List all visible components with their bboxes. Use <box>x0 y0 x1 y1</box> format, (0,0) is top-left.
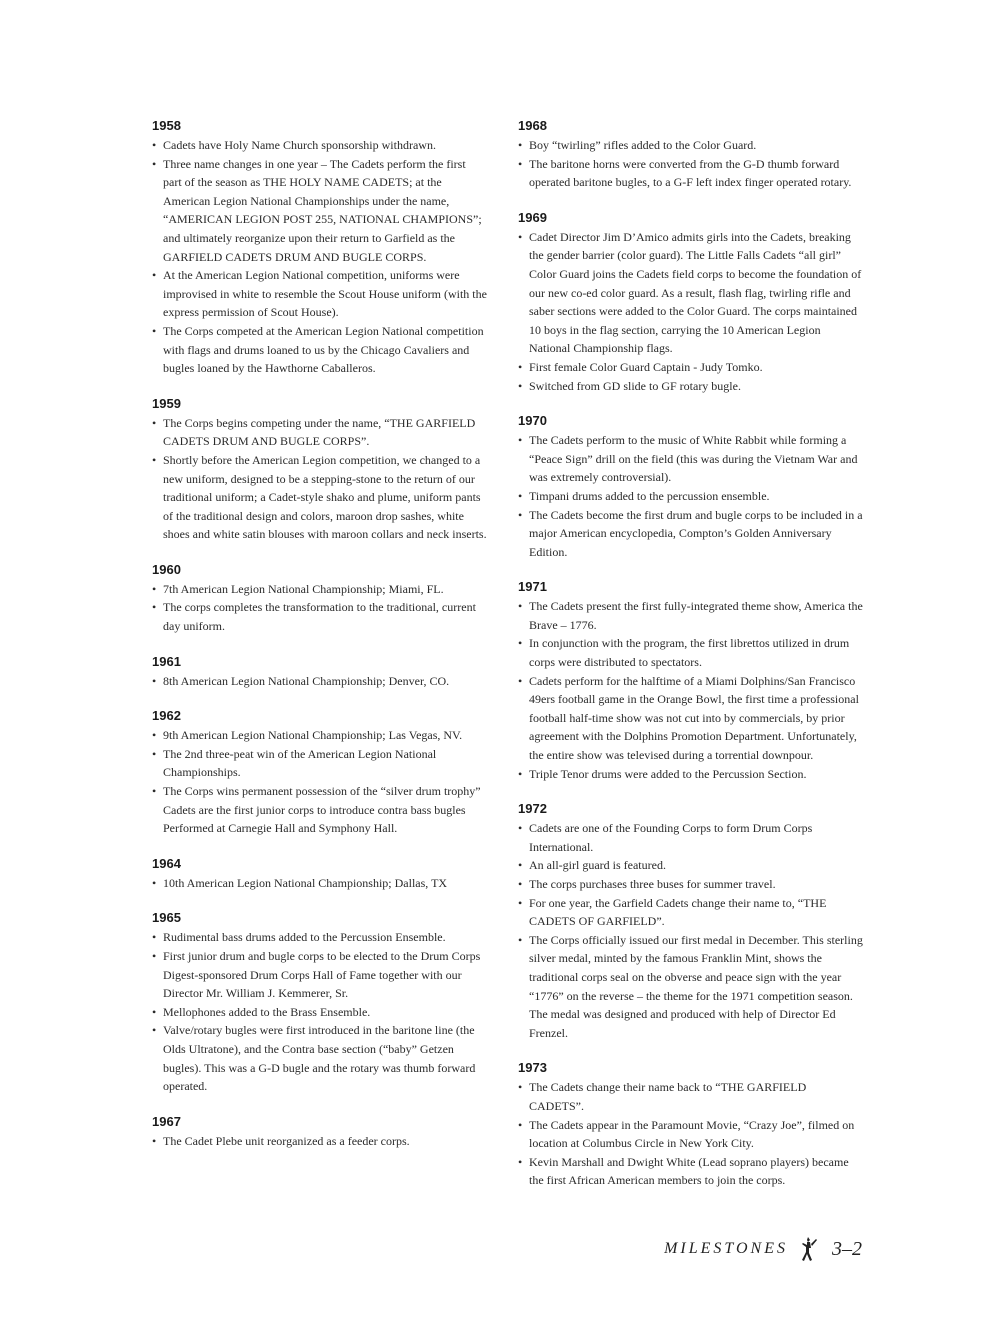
milestone-text: The Cadets present the first fully-integrated theme show, America the Brave – 1776. <box>529 599 863 632</box>
bullet: • <box>152 875 157 890</box>
milestone-item <box>518 672 863 765</box>
bullet: • <box>518 636 523 651</box>
bullet: • <box>518 673 523 688</box>
milestone-item <box>152 874 487 893</box>
year-heading: 1972 <box>518 801 547 817</box>
milestone-text: Boy “twirling” rifles added to the Color Guard. <box>529 138 757 152</box>
year-section <box>152 395 487 544</box>
milestone-text: 8th American Legion National Championship; Denver, CO. <box>163 673 450 688</box>
milestone-text: Cadet Director Jim D’Amico admits girls into the Cadets, breaking the gender barrier (color guard). The Little Falls Cadets “all girl” Color Guard joins the Cadets field corps to become the foundation of our new co-ed color guard. As a result, flash flag, twirling rifle and saber sections were added to the Color Guard. The corps maintained 10 boys in the flag section, carrying the 10 American Legion National Championship flags. <box>529 229 862 356</box>
milestone-item <box>518 894 863 931</box>
milestone-item <box>518 931 863 1043</box>
right-column <box>518 117 863 1207</box>
page-footer <box>664 1236 862 1262</box>
bullet: • <box>152 746 157 761</box>
milestone-text: 7th American Legion National Championship; Miami, FL. <box>163 581 444 596</box>
bullet: • <box>152 1133 157 1148</box>
bullet: • <box>518 766 523 781</box>
year-heading: 1969 <box>518 209 547 225</box>
milestone-text: The Cadet Plebe unit reorganized as a feeder corps. <box>163 1133 410 1148</box>
bullet: • <box>518 877 523 891</box>
milestone-item <box>518 597 863 634</box>
bullet: • <box>518 507 523 522</box>
bullet: • <box>518 895 523 910</box>
milestone-item <box>152 928 487 947</box>
milestone-item <box>152 726 487 745</box>
milestone-text: The Cadets perform to the music of White Rabbit while forming a “Peace Sign” drill on the field (this was during the Vietnam War and was extremely controversial). <box>529 433 858 485</box>
milestone-text: 9th American Legion National Championship; Las Vegas, NV. <box>163 728 463 743</box>
footer-section-label: MILESTONES <box>664 1240 788 1257</box>
bullet: • <box>152 930 157 945</box>
milestone-item <box>518 377 863 396</box>
milestone-text: The 2nd three-peat win of the American Legion National Championships. <box>163 746 437 780</box>
drum-major-icon <box>798 1236 818 1262</box>
year-section <box>518 578 863 783</box>
year-section <box>152 117 487 378</box>
year-heading: 1970 <box>518 413 547 429</box>
milestone-text: The Cadets become the first drum and bugle corps to be included in a major American encyclopedia, Compton’s Golden Anniversary Edition. <box>529 507 863 559</box>
milestone-item <box>152 266 487 322</box>
milestone-item <box>152 598 487 635</box>
milestone-text: Rudimental bass drums added to the Percussion Ensemble. <box>163 930 446 945</box>
year-heading: 1965 <box>152 910 181 926</box>
year-heading: 1958 <box>152 118 181 133</box>
year-section <box>152 909 487 1095</box>
milestone-text: An all-girl guard is featured. <box>529 858 666 873</box>
milestone-item <box>518 155 863 192</box>
milestone-text: The corps completes the transformation to the traditional, current day uniform. <box>163 600 476 634</box>
bullet: • <box>518 932 523 947</box>
bullet: • <box>518 858 523 873</box>
milestone-text: 10th American Legion National Championship; Dallas, TX <box>163 875 448 890</box>
milestone-text: At the American Legion National competition, uniforms were improvised in white to resemble the Scout House uniform (with the express permission of Scout House). <box>163 268 487 320</box>
milestone-item <box>152 580 487 599</box>
bullet: • <box>152 1023 157 1038</box>
year-heading: 1960 <box>152 561 181 577</box>
milestone-text: Valve/rotary bugles were first introduced in the baritone line (the Olds Ultratone), and the Contra base section (“baby” Getzen bugles). This was a G-D bugle and the rotary was thumb forward operated. <box>163 1023 476 1094</box>
year-heading: 1973 <box>518 1060 547 1076</box>
year-section <box>518 209 863 395</box>
milestone-item <box>518 765 863 784</box>
milestone-text: Three name changes in one year – The Cadets perform the first part of the season as THE HOLY NAME CADETS; at the American Legion National Championships under the name, “AMERICAN LEGION POST 255, NATIONAL CHAMPIONS”; and ultimately reorganize upon their return to Garfield as the GARFIELD CADETS DRUM AND BUGLE CORPS. <box>163 156 482 264</box>
bullet: • <box>152 415 157 430</box>
year-heading: 1968 <box>518 118 547 133</box>
bullet: • <box>152 138 157 152</box>
milestone-item <box>152 1003 487 1022</box>
year-section <box>152 707 487 838</box>
year-heading: 1967 <box>152 1113 181 1129</box>
year-heading: 1959 <box>152 395 181 411</box>
year-section <box>518 1059 863 1190</box>
milestone-text: The Corps begins competing under the name, “THE GARFIELD CADETS DRUM AND BUGLE CORPS”. <box>163 415 476 449</box>
year-section <box>518 117 863 192</box>
milestone-text: Triple Tenor drums were added to the Percussion Section. <box>529 766 807 781</box>
milestone-item <box>518 819 863 856</box>
year-heading: 1962 <box>152 708 181 724</box>
page-number: 3–2 <box>832 1237 862 1260</box>
milestone-text: The Cadets change their name back to “THE GARFIELD CADETS”. <box>529 1080 807 1113</box>
milestone-item <box>518 487 863 506</box>
bullet: • <box>518 488 523 503</box>
milestone-item <box>152 322 487 378</box>
bullet: • <box>152 600 157 615</box>
year-section <box>152 855 487 893</box>
milestone-item <box>518 358 863 377</box>
bullet: • <box>152 1004 157 1019</box>
milestone-text: The Corps officially issued our first medal in December. This sterling silver medal, minted by the famous Franklin Mint, shows the traditional corps seal on the obverse and peace sign with the year “1776” on the reverse – the theme for the 1971 competition season. The medal was designed and produced with help of Director Ed Frenzel. <box>529 932 863 1040</box>
year-heading: 1971 <box>518 579 547 595</box>
milestone-text: The Cadets appear in the Paramount Movie, “Crazy Joe”, filmed on location at Columbus Circle in New York City. <box>529 1117 855 1151</box>
milestone-text: Cadets perform for the halftime of a Miami Dolphins/San Francisco 49ers football game in the Orange Bowl, the first time a professional football half-time show was not cut into by commercials, by prior agreement with the Dolphins Promotion Department. Unfortunately, the entire show was televised during a torrential downpour. <box>529 673 859 763</box>
milestone-text: The baritone horns were converted from the G-D thumb forward operated baritone bugles, to a G-F left index finger operated rotary. <box>529 156 852 190</box>
milestone-text: For one year, the Garfield Cadets change their name to, “THE CADETS OF GARFIELD”. <box>529 895 827 929</box>
milestone-item <box>518 136 863 155</box>
milestone-text: Switched from GD slide to GF rotary bugle. <box>529 378 741 393</box>
milestone-text: The Corps wins permanent possession of the “silver drum trophy” Cadets are the first junior corps to introduce contra bass bugles Performed at Carnegie Hall and Symphony Hall. <box>163 784 481 836</box>
bullet: • <box>518 359 523 374</box>
bullet: • <box>518 378 523 393</box>
milestone-item <box>152 947 487 1003</box>
milestone-text: Shortly before the American Legion competition, we changed to a new uniform, designed to be a stepping-stone to the return of our traditional uniform; a Cadet-style shako and plume, uniform pants of the traditional design and colors, maroon drop sashes, white shoes and white satin blouses with maroon collars and neck inserts. <box>163 452 487 542</box>
bullet: • <box>152 323 157 338</box>
left-column <box>152 117 487 1167</box>
bullet: • <box>152 581 157 596</box>
milestone-text: Kevin Marshall and Dwight White (Lead soprano players) became the first African American members to join the corps. <box>529 1154 849 1188</box>
milestone-text: Timpani drums added to the percussion ensemble. <box>529 488 770 503</box>
milestone-item <box>152 1132 487 1151</box>
year-section <box>518 800 863 1042</box>
bullet: • <box>518 156 523 171</box>
milestone-text: First female Color Guard Captain - Judy Tomko. <box>529 359 763 374</box>
milestone-text: In conjunction with the program, the first librettos utilized in drum corps were distributed to spectators. <box>529 636 850 670</box>
milestone-item <box>518 506 863 562</box>
bullet: • <box>152 673 157 688</box>
year-section <box>518 412 863 561</box>
bullet: • <box>152 949 157 963</box>
year-section <box>152 1113 487 1151</box>
milestone-item <box>152 672 487 691</box>
bullet: • <box>518 1117 523 1132</box>
milestone-item <box>152 451 487 544</box>
bullet: • <box>518 138 523 152</box>
bullet: • <box>518 433 523 448</box>
year-section <box>152 653 487 691</box>
year-heading: 1964 <box>152 855 181 871</box>
bullet: • <box>518 1080 523 1095</box>
milestone-item <box>152 745 487 782</box>
milestone-item <box>518 431 863 487</box>
milestone-text: Cadets have Holy Name Church sponsorship withdrawn. <box>163 138 436 152</box>
milestone-item <box>518 1078 863 1115</box>
milestone-item <box>518 1116 863 1153</box>
milestone-text: The corps purchases three buses for summer travel. <box>529 877 776 891</box>
year-section <box>152 561 487 636</box>
bullet: • <box>518 821 523 836</box>
milestone-item <box>518 856 863 875</box>
milestone-item <box>152 136 487 155</box>
bullet: • <box>518 1154 523 1169</box>
milestone-text: Mellophones added to the Brass Ensemble. <box>163 1004 371 1019</box>
bullet: • <box>152 728 157 743</box>
milestone-item <box>152 782 487 838</box>
bullet: • <box>152 452 157 467</box>
milestone-text: First junior drum and bugle corps to be elected to the Drum Corps Digest-sponsored Drum Corps Hall of Fame together with our Director Mr. William J. Kemmerer, Sr. <box>163 949 481 1001</box>
milestone-item <box>518 1153 863 1190</box>
milestone-item <box>518 634 863 671</box>
bullet: • <box>518 599 523 614</box>
milestone-item <box>518 228 863 358</box>
year-heading: 1961 <box>152 653 181 669</box>
bullet: • <box>152 784 157 799</box>
milestone-text: The Corps competed at the American Legion National competition with flags and drums loaned to us by the Chicago Cavaliers and bugles loaned by the Hawthorne Caballeros. <box>163 323 484 376</box>
bullet: • <box>152 268 157 283</box>
milestone-item <box>152 1021 487 1095</box>
bullet: • <box>152 156 157 171</box>
bullet: • <box>518 229 523 244</box>
milestone-item <box>152 155 487 267</box>
milestone-item <box>152 414 487 451</box>
milestone-item <box>518 875 863 894</box>
milestone-text: Cadets are one of the Founding Corps to form Drum Corps International. <box>529 821 813 854</box>
